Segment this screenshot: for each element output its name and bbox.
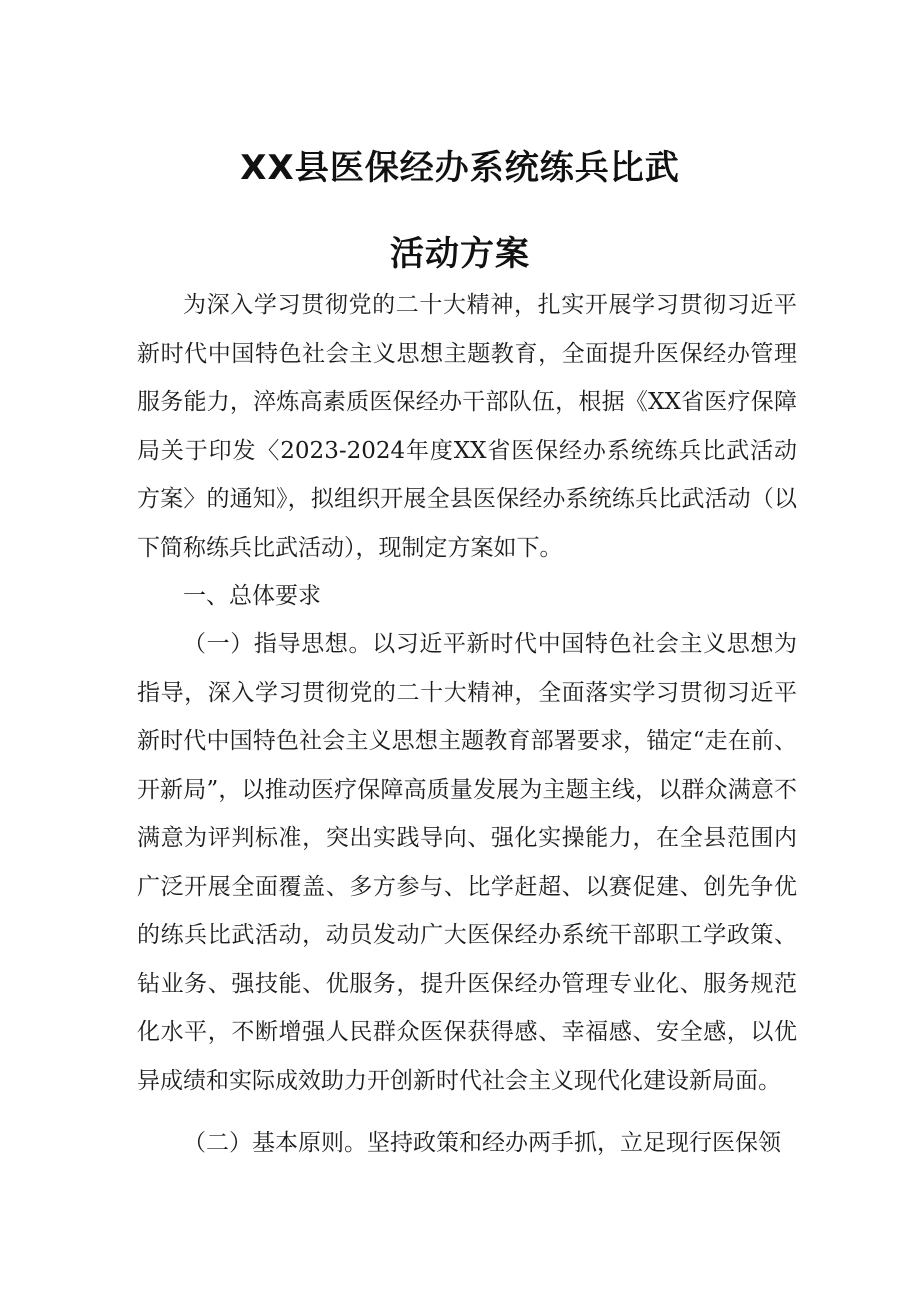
section-heading-general-requirements: 一、总体要求 (183, 583, 321, 609)
document-title-line-1: XX县医保经办系统练兵比武 (240, 148, 680, 188)
paragraph-basic-principles: （二）基本原则。坚持政策和经办两手抓，立足现行医保领 (183, 1130, 781, 1156)
intro-paragraph: 为深入学习贯彻党的二十大精神，扎实开展学习贯彻习近平新时代中国特色社会主义思想主题教育，全面提升医保经办管理服务能力，淬炼高素质医保经办干部队伍，根据《XX省医疗保障局关于印发〈2023-2024年度XX省医保经办系统练兵比武活动方案〉的通知》，拟组织开展全县医保经办系统练兵比武活动（以下简称练兵比武活动），现制定方案如下。 (137, 292, 797, 561)
document-title-line-2: 活动方案 (390, 234, 530, 274)
paragraph-guiding-ideology: （一）指导思想。以习近平新时代中国特色社会主义思想为指导，深入学习贯彻党的二十大精神，全面落实学习贯彻习近平新时代中国特色社会主义思想主题教育部署要求，锚定“走在前、开新局”，以推动医疗保障高质量发展为主题主线，以群众满意不满意为评判标准，突出实践导向、强化实操能力，在全县范围内广泛开展全面覆盖、多方参与、比学赶超、以赛促建、创先争优的练兵比武活动，动员发动广大医保经办系统干部职工学政策、钻业务、强技能、优服务，提升医保经办管理专业化、服务规范化水平，不断增强人民群众医保获得感、幸福感、安全感，以优异成绩和实际成效助力开创新时代社会主义现代化建设新局面。 (137, 631, 797, 1094)
